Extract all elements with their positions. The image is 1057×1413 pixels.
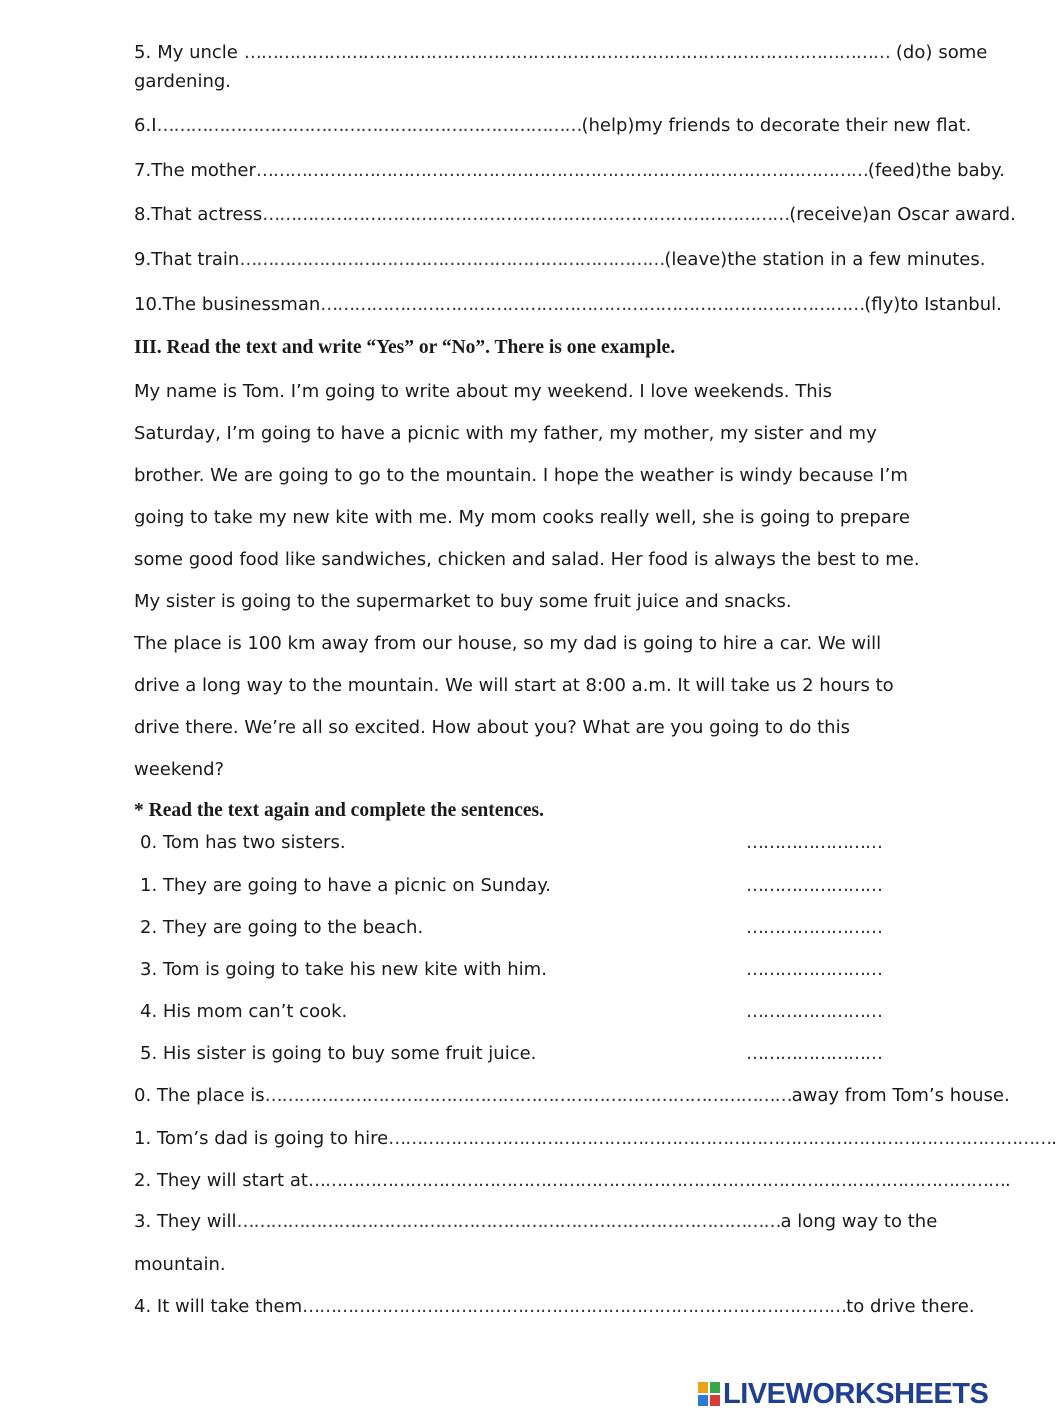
item-7-line	[134, 159, 1005, 183]
completion-blank[interactable]: ………………………………………………………………………………………………………	[388, 1128, 1052, 1149]
completion-lead: 1. Tom’s dad is going to hire	[134, 1128, 389, 1149]
item-rest: some	[938, 42, 988, 63]
answer-blank[interactable]: …………………………………………………………………	[156, 115, 582, 136]
yes-no-answer-blank[interactable]: ……………………	[746, 832, 882, 853]
yes-no-item	[140, 916, 882, 940]
item-10-line	[134, 293, 1002, 317]
yes-no-item	[140, 1042, 882, 1066]
completion-lead: 0. The place is	[134, 1085, 265, 1106]
passage-line: Saturday, I’m going to have a picnic with my father, my mother, my sister and my	[134, 423, 877, 444]
liveworksheets-logo[interactable]	[698, 1376, 988, 1412]
passage-line: My sister is going to the supermarket to buy some fruit juice and snacks.	[134, 591, 792, 612]
item-rest: to Istanbul.	[900, 294, 1002, 315]
passage-line: drive there. We’re all so excited. How about you? What are you going to do this	[134, 717, 850, 738]
yes-no-statement: 1. They are going to have a picnic on Sunday.	[140, 875, 552, 896]
completion-tail: to drive there.	[846, 1296, 975, 1317]
logo-mark-b	[710, 1382, 720, 1393]
item-rest: the station in a few minutes.	[727, 249, 986, 270]
passage-line: weekend?	[134, 759, 225, 780]
item-verb: (leave)	[664, 249, 728, 270]
liveworksheets-logo-icon	[698, 1382, 720, 1406]
answer-blank[interactable]: …………………………………………………………………………………	[262, 204, 790, 225]
logo-text: LIVEWORKSHEETS	[723, 1377, 989, 1410]
answer-blank[interactable]: ……………………………………………………………………………………………………	[243, 42, 890, 63]
passage-line: some good food like sandwiches, chicken and salad. Her food is always the best to me.	[134, 549, 920, 570]
completion-lead: 3. They will	[134, 1211, 237, 1232]
yes-no-answer-blank[interactable]: ……………………	[746, 875, 882, 896]
item-subject: My uncle	[157, 42, 238, 63]
item-subject: That actress	[151, 204, 263, 225]
completion-blank[interactable]: ……………………………………………………………………………………………………………	[307, 1170, 1005, 1191]
completion-tail: .	[1051, 1128, 1057, 1149]
answer-blank[interactable]: ……………………………………………………………………………………	[320, 294, 865, 315]
item-verb: (do)	[895, 42, 933, 63]
yes-no-answer-blank[interactable]: ……………………	[746, 1001, 882, 1022]
completion-item	[134, 1295, 975, 1319]
item-verb: (fly)	[864, 294, 901, 315]
item-subject: I	[151, 115, 157, 136]
yes-no-answer-blank[interactable]: ……………………	[746, 959, 882, 980]
passage-line: The place is 100 km away from our house, so my dad is going to hire a car. We will	[134, 633, 882, 654]
logo-mark-c	[698, 1395, 708, 1406]
logo-mark-d	[710, 1395, 720, 1406]
item-number: 7.	[134, 160, 152, 181]
section-3-heading: III. Read the text and write “Yes” or “No”. There is one example.	[134, 337, 676, 358]
yes-no-item	[140, 831, 882, 855]
completion-item	[134, 1169, 1011, 1193]
passage-line: going to take my new kite with me. My mom cooks really well, she is going to prepare	[134, 507, 910, 528]
item-5-line	[134, 41, 988, 65]
passage-line: My name is Tom. I’m going to write about my weekend. I love weekends. This	[134, 381, 832, 402]
section-3-subheading: * Read the text again and complete the sentences.	[134, 800, 544, 821]
completion-blank[interactable]: ……………………………………………………………………………………	[236, 1211, 781, 1232]
logo-mark-a	[698, 1382, 708, 1393]
yes-no-statement: 2. They are going to the beach.	[140, 917, 424, 938]
item-verb: (receive)	[789, 204, 870, 225]
yes-no-statement: 0. Tom has two sisters.	[140, 832, 346, 853]
item-number: 8.	[134, 204, 152, 225]
completion-tail: .	[1004, 1170, 1011, 1191]
item-verb: (help)	[581, 115, 635, 136]
yes-no-answer-blank[interactable]: ……………………	[746, 1043, 882, 1064]
item-number: 9.	[134, 249, 152, 270]
item-5-continuation: gardening.	[134, 71, 232, 92]
answer-blank[interactable]: ………………………………………………………………………………………………	[255, 160, 868, 181]
completion-item	[134, 1084, 1010, 1108]
completion-item	[134, 1127, 1057, 1151]
item-verb: (feed)	[867, 160, 922, 181]
passage-line: brother. We are going to go to the mountain. I hope the weather is windy because I’m	[134, 465, 908, 486]
item-rest: my friends to decorate their new flat.	[634, 115, 972, 136]
item-number: 5.	[134, 42, 152, 63]
yes-no-statement: 5. His sister is going to buy some fruit juice.	[140, 1043, 537, 1064]
passage-line: drive a long way to the mountain. We will start at 8:00 a.m. It will take us 2 hours to	[134, 675, 894, 696]
item-subject: The mother	[151, 160, 256, 181]
yes-no-answer-blank[interactable]: ……………………	[746, 917, 882, 938]
completion-tail: a long way to the	[780, 1211, 938, 1232]
completion-blank[interactable]: ……………………………………………………………………………………	[302, 1296, 847, 1317]
item-9-line	[134, 248, 986, 272]
completion-lead: 2. They will start at	[134, 1170, 308, 1191]
item-6-line	[134, 114, 972, 138]
yes-no-item	[140, 874, 882, 898]
item-number: 6.	[134, 115, 152, 136]
yes-no-statement: 3. Tom is going to take his new kite with him.	[140, 959, 547, 980]
item-8-line	[134, 203, 1016, 227]
item-subject: That train	[151, 249, 240, 270]
item-rest: the baby.	[921, 160, 1005, 181]
yes-no-item	[140, 1000, 882, 1024]
yes-no-statement: 4. His mom can’t cook.	[140, 1001, 348, 1022]
completion-continuation: mountain.	[134, 1254, 226, 1275]
completion-tail: away from Tom’s house.	[791, 1085, 1010, 1106]
completion-lead: 4. It will take them	[134, 1296, 303, 1317]
answer-blank[interactable]: …………………………………………………………………	[239, 249, 665, 270]
item-rest: an Oscar award.	[869, 204, 1016, 225]
yes-no-item	[140, 958, 882, 982]
completion-item	[134, 1210, 938, 1234]
item-subject: The businessman	[162, 294, 321, 315]
item-number: 10.	[134, 294, 163, 315]
completion-blank[interactable]: …………………………………………………………………………………	[264, 1085, 792, 1106]
